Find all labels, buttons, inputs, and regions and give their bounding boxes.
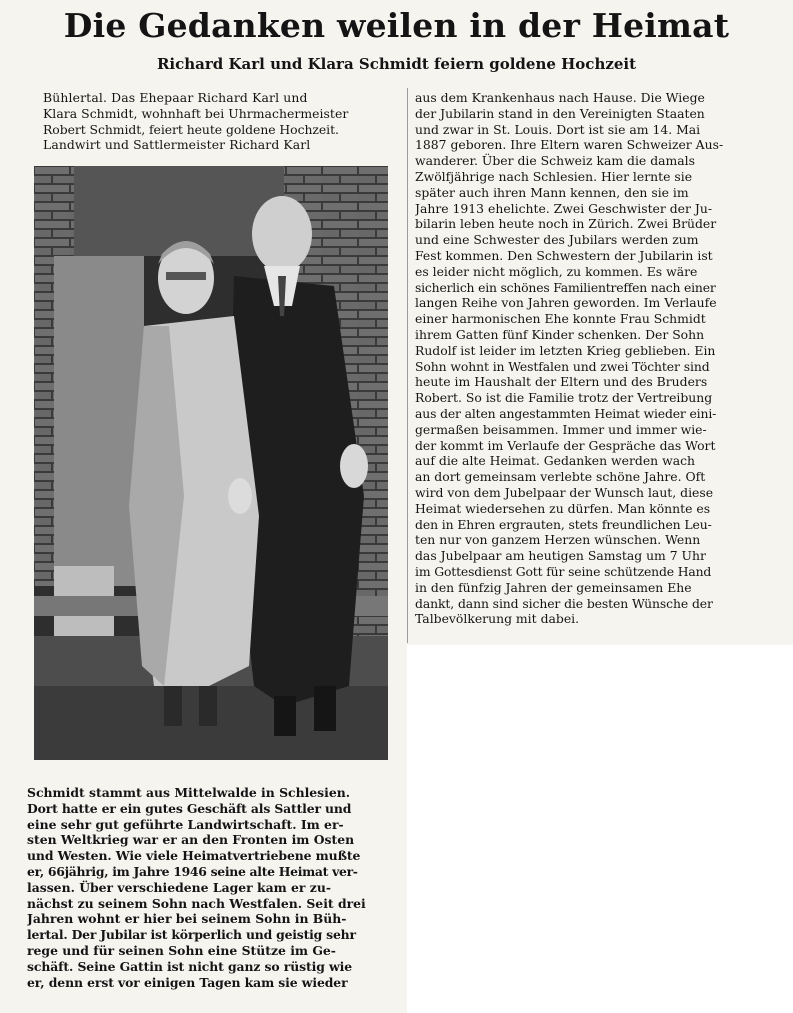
intro-line: Landwirt und Sattlermeister Richard Karl xyxy=(43,137,311,153)
body-line: 1887 geboren. Ihre Eltern waren Schweizer Aus- xyxy=(415,137,724,153)
body-line: Rudolf ist leider im letzten Krieg geblieben. Ein xyxy=(415,342,716,358)
body-line: sicherlich ein schönes Familientreffen nach einer xyxy=(415,279,716,295)
body-line: der kommt im Verlaufe der Gespräche das Wort xyxy=(415,437,716,453)
body-line: eine sehr gut geführte Landwirtschaft. Im er- xyxy=(27,816,344,832)
body-line: an dort gemeinsam verlebte schöne Jahre. Oft xyxy=(415,469,706,485)
body-line: Heimat wiedersehen zu dürfen. Man könnte es xyxy=(415,500,711,516)
body-line: sten Weltkrieg war er an den Fronten im Osten xyxy=(27,832,355,848)
body-line: Zwölfjährige nach Schlesien. Hier lernte sie xyxy=(415,168,693,184)
body-line: das Jubelpaar am heutigen Samstag um 7 Uhr xyxy=(415,548,706,564)
body-line: heute im Haushalt der Eltern und des Bruders xyxy=(415,374,708,390)
intro-column xyxy=(43,90,398,153)
body-line: einer harmonischen Ehe konnte Frau Schmidt xyxy=(415,311,706,327)
body-line: es leider nicht möglich, zu kommen. Es wäre xyxy=(415,263,698,279)
body-line: den in Ehren ergrauten, stets freundlichen Leu- xyxy=(415,516,712,532)
intro-line: Klara Schmidt, wohnhaft bei Uhrmachermeister xyxy=(43,105,349,121)
body-line: Talbevölkerung mit dabei. xyxy=(415,611,580,627)
body-line: rege und für seinen Sohn eine Stütze im Ge- xyxy=(27,942,336,958)
body-line: langen Reihe von Jahren geworden. Im Verlaufe xyxy=(415,295,717,311)
body-line: Schmidt stammt aus Mittelwalde in Schlesien. xyxy=(27,785,351,800)
body-line: aus dem Krankenhaus nach Hause. Die Wiege xyxy=(415,90,705,105)
body-line: aus der alten angestammten Heimat wieder eini- xyxy=(415,405,717,421)
body-line: der Jubilarin stand in den Vereinigten Staaten xyxy=(415,105,705,121)
body-line: Dort hatte er ein gutes Geschäft als Sattler und xyxy=(27,800,352,816)
couple-photo-image xyxy=(34,166,388,760)
body-line: Sohn wohnt in Westfalen und zwei Töchter sind xyxy=(415,358,710,374)
body-line: und Westen. Wie viele Heimatvertriebene mußte xyxy=(27,848,361,864)
body-line: dankt, dann sind sicher die besten Wünsche der xyxy=(415,595,713,611)
body-line: bilarin leben heute noch in Zürich. Zwei Brüder xyxy=(415,216,717,232)
body-line: auf die alte Heimat. Gedanken werden wach xyxy=(415,453,695,469)
body-line: in den fünfzig Jahren der gemeinsamen Ehe xyxy=(415,579,692,595)
body-line: ihrem Gatten fünf Kinder schenken. Der Sohn xyxy=(415,326,705,342)
body-line: später auch ihren Mann kennen, den sie im xyxy=(415,184,689,200)
body-line: er, 66jährig, im Jahre 1946 seine alte Heimat ver- xyxy=(27,863,358,879)
column-divider xyxy=(407,88,408,643)
body-line: er, denn erst vor einigen Tagen kam sie wieder xyxy=(27,974,348,990)
body-line: und zwar in St. Louis. Dort ist sie am 14. Mai xyxy=(415,121,701,137)
body-line: Fest kommen. Den Schwestern der Jubilarin ist xyxy=(415,247,713,263)
body-line: ten nur von ganzem Herzen wünschen. Wenn xyxy=(415,532,701,548)
intro-line: Bühlertal. Das Ehepaar Richard Karl und xyxy=(43,90,308,105)
body-line: lassen. Über verschiedene Lager kam er zu- xyxy=(27,879,331,895)
body-line: im Gottesdienst Gott für seine schützende Hand xyxy=(415,563,712,579)
body-line: wird von dem Jubelpaar der Wunsch laut, diese xyxy=(415,484,714,500)
body-line: germaßen beisammen. Immer und immer wie- xyxy=(415,421,707,437)
body-line: lertal. Der Jubilar ist körperlich und geistig sehr xyxy=(27,927,356,943)
body-line: Jahre 1913 ehelichte. Zwei Geschwister der Ju- xyxy=(415,200,713,216)
body-line: schäft. Seine Gattin ist nicht ganz so rüstig wie xyxy=(27,958,352,974)
body-line: Robert. So ist die Familie trotz der Vertreibung xyxy=(415,390,713,406)
intro-line: Robert Schmidt, feiert heute goldene Hochzeit. xyxy=(43,121,339,137)
article-subheadline: Richard Karl und Klara Schmidt feiern goldene Hochzeit xyxy=(156,55,637,73)
body-line: wanderer. Über die Schweiz kam die damals xyxy=(415,153,695,169)
body-line: und eine Schwester des Jubilars werden zum xyxy=(415,232,699,248)
couple-photo xyxy=(34,166,388,760)
body-line: nächst zu seinem Sohn nach Westfalen. Seit drei xyxy=(27,895,366,911)
left-lower-column xyxy=(27,785,400,990)
right-column xyxy=(415,90,787,627)
article-headline: Die Gedanken weilen in der Heimat xyxy=(63,6,730,45)
body-line: Jahren wohnt er hier bei seinem Sohn in Büh- xyxy=(27,911,347,927)
